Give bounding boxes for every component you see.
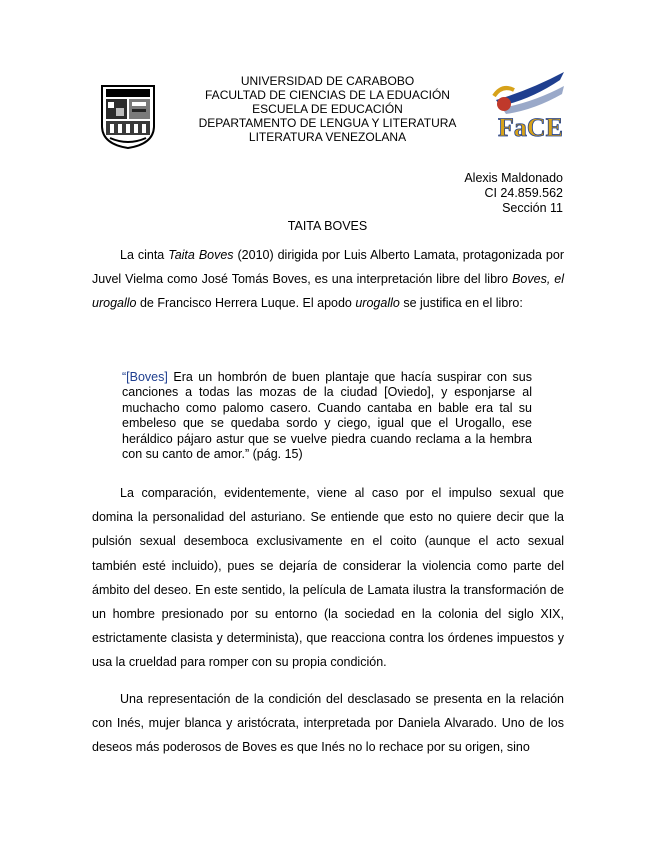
p1-text-4: se justifica en el libro: [399, 296, 523, 311]
author-id: CI 24.859.562 [484, 186, 563, 200]
document-title: TAITA BOVES [287, 219, 368, 233]
quote-link[interactable]: “[Boves] [122, 370, 168, 384]
p1-text-2: (2010) dirigida por Luis Alberto Lamata, protagonizada por Juvel Vielma como José Tomás Boves, es una interpretación libre del libro [92, 248, 564, 287]
header-line-university: UNIVERSIDAD DE CARABOBO [240, 74, 415, 88]
paragraph-2 [92, 481, 564, 675]
paragraph-1 [92, 243, 564, 316]
quote-text: Era un hombrón de buen plantaje que hacía suspirar con sus canciones a todas las mozas de la ciudad [Oviedo], y esponjarse al muchacho como palomo casero. Cuando cantaba en bable era tal su embeleso que se quedaba sordo y ciego, igual que el Urogallo, ese heráldico pájaro astur que se vuelve piedra cuando reclama a la hembra con su canto de amor.” (pág. 15) [122, 370, 532, 462]
p1-italic-book: Boves, el urogallo [92, 272, 564, 311]
face-logo-text: FaCE [498, 113, 563, 140]
paragraph-3 [92, 687, 564, 760]
p2-text: La comparación, evidentemente, viene al caso por el impulso sexual que domina la personalidad del asturiano. Se entiende que esto no quiere decir que la pulsión sexual desemboca exclusivamente en el coito (aunque el acto sexual también esté incluido), pues se dejaría de considerar la violencia como parte del ámbito del deseo. En este sentido, la película de Lamata ilustra la transformación de un hombre presionado por su entorno (la sociedad en la colonia del siglo XIX, estrictamente clasista y determinista), que reacciona contra los órdenes impuestos y usa la crueldad para romper con su propia condición. [92, 486, 564, 670]
author-name: Alexis Maldonado [464, 171, 563, 185]
header-line-department: DEPARTAMENTO DE LENGUA Y LITERATURA [198, 116, 457, 130]
university-seal-logo [100, 84, 156, 150]
author-block [464, 171, 563, 216]
header-line-school: ESCUELA DE EDUCACIÓN [252, 102, 403, 116]
p1-text-3: de Francisco Herrera Luque. El apodo [136, 296, 356, 311]
p1-italic-film: Taita Boves [168, 248, 234, 262]
face-faculty-logo [490, 70, 566, 140]
header-line-faculty: FACULTAD DE CIENCIAS DE LA EDUACIÓN [205, 88, 450, 102]
block-quote [122, 370, 532, 462]
p1-italic-nickname: urogallo [355, 296, 400, 311]
institution-header [180, 74, 475, 144]
header-line-course: LITERATURA VENEZOLANA [248, 130, 407, 144]
p1-text-1: La cinta [120, 248, 169, 262]
author-section: Sección 11 [502, 201, 563, 215]
p3-text: Una representación de la condición del desclasado se presenta en la relación con Inés, mujer blanca y aristócrata, interpretada por Daniela Alvarado. Uno de los deseos más poderosos de Boves es que Inés no lo rechace por su origen, sino [92, 692, 564, 755]
